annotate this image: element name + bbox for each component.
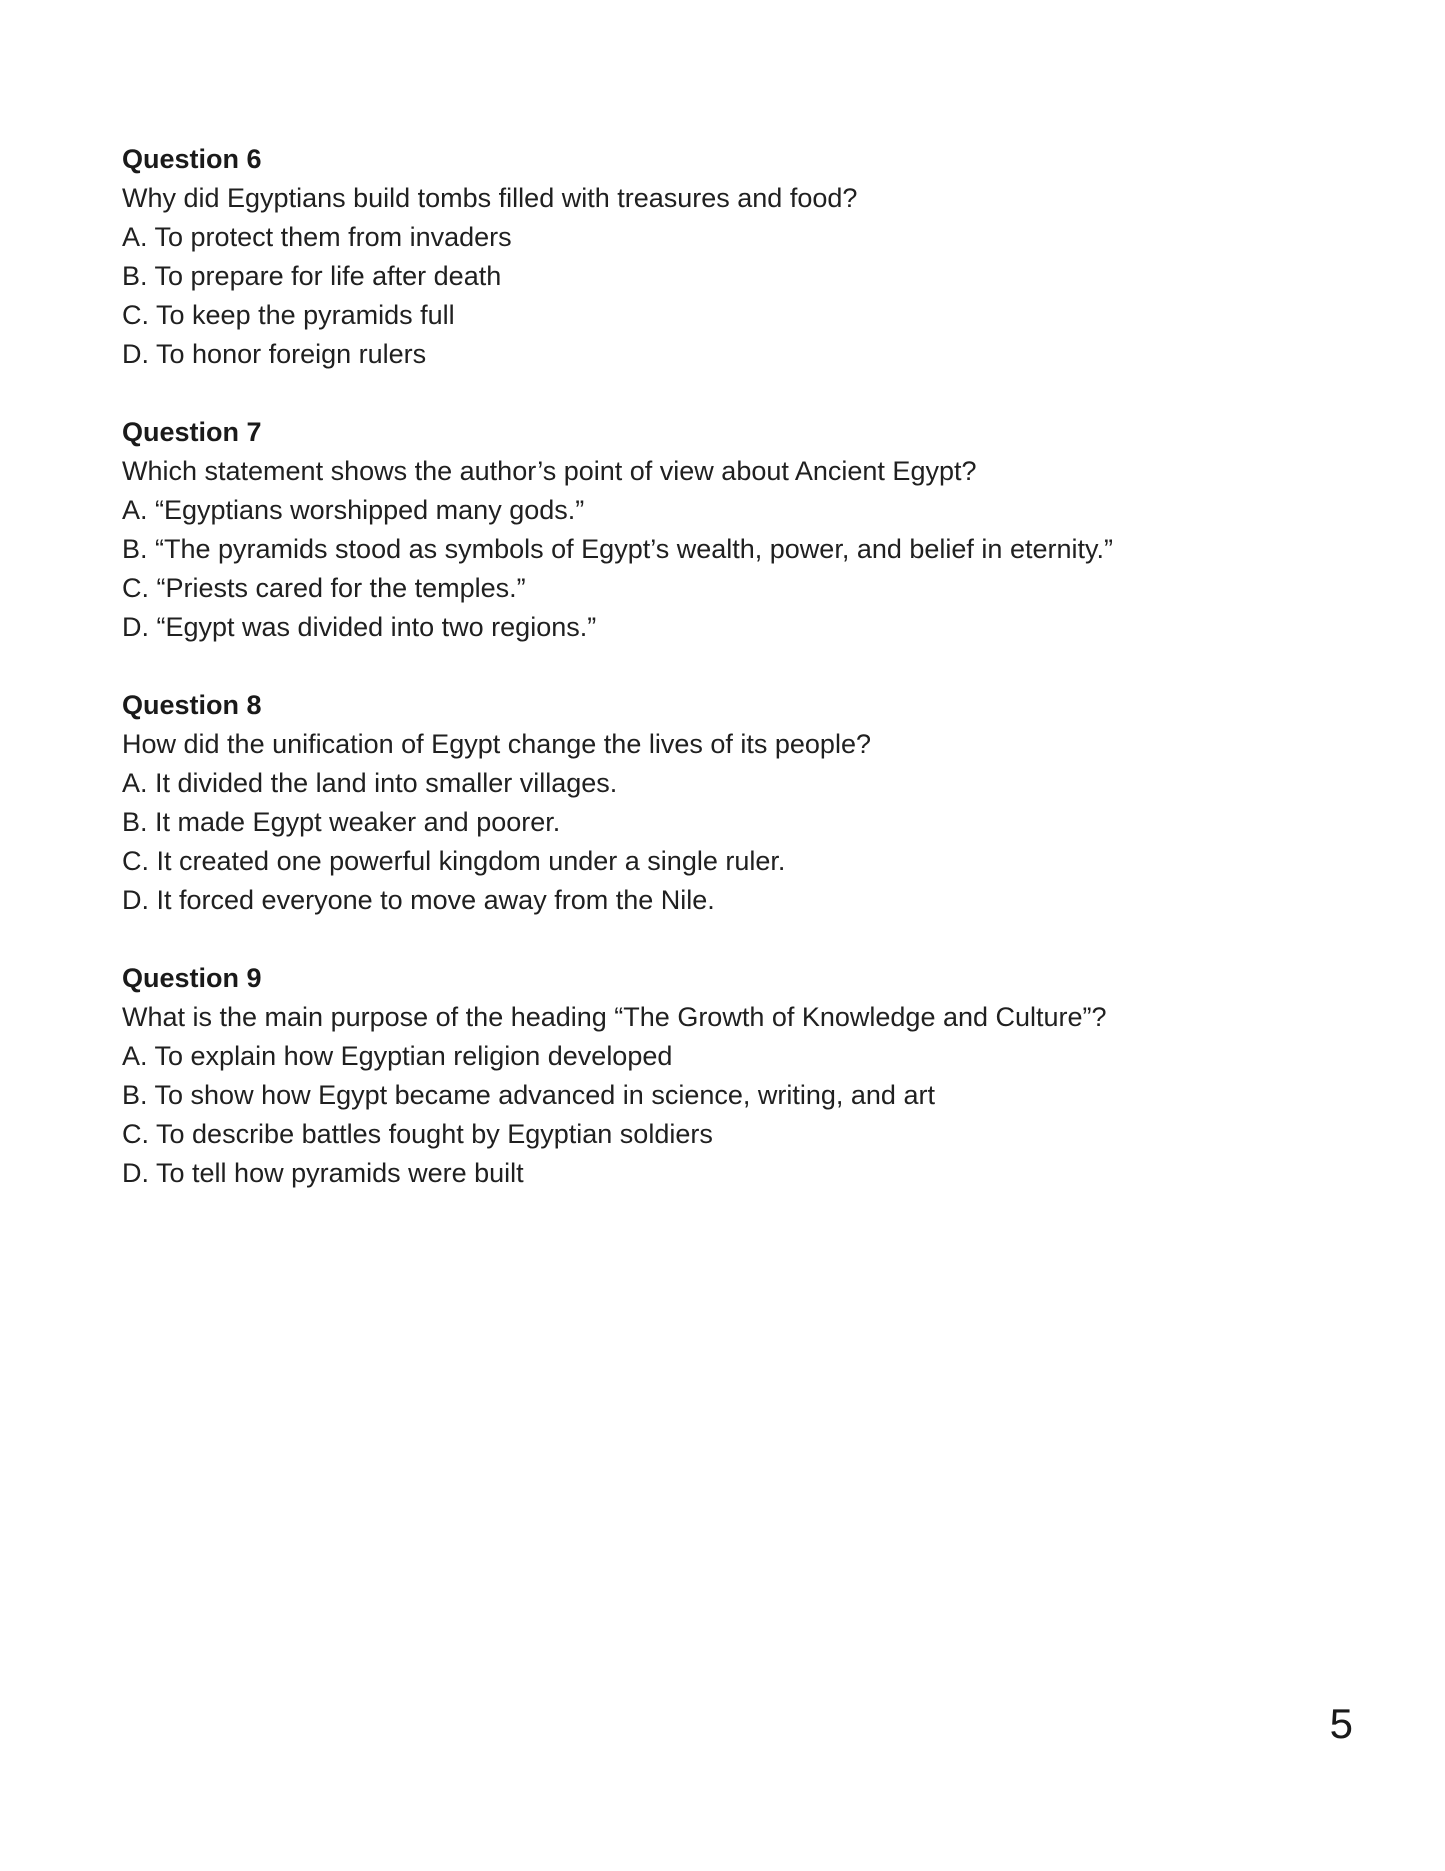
question-heading: Question 8	[122, 690, 262, 720]
question-heading: Question 9	[122, 963, 262, 993]
questions-list	[122, 140, 1345, 1232]
answer-option-b: B. To show how Egypt became advanced in science, writing, and art	[122, 1080, 935, 1110]
answer-option-c: C. To keep the pyramids full	[122, 300, 455, 330]
question-block-6	[122, 140, 1345, 374]
answer-option-a: A. “Egyptians worshipped many gods.”	[122, 495, 585, 525]
question-prompt: How did the unification of Egypt change the lives of its people?	[122, 729, 871, 759]
answer-option-b: B. It made Egypt weaker and poorer.	[122, 807, 561, 837]
answer-option-b: B. “The pyramids stood as symbols of Egypt’s wealth, power, and belief in eternity.”	[122, 534, 1113, 564]
question-prompt: Which statement shows the author’s point of view about Ancient Egypt?	[122, 456, 977, 486]
answer-option-a: A. To explain how Egyptian religion developed	[122, 1041, 673, 1071]
answer-option-b: B. To prepare for life after death	[122, 261, 502, 291]
question-prompt: What is the main purpose of the heading “The Growth of Knowledge and Culture”?	[122, 1002, 1107, 1032]
question-block-9	[122, 959, 1345, 1193]
answer-option-c: C. To describe battles fought by Egyptian soldiers	[122, 1119, 713, 1149]
answer-option-a: A. It divided the land into smaller villages.	[122, 768, 618, 798]
answer-option-a: A. To protect them from invaders	[122, 222, 512, 252]
question-heading: Question 7	[122, 417, 262, 447]
question-prompt: Why did Egyptians build tombs filled with treasures and food?	[122, 183, 858, 213]
answer-option-c: C. It created one powerful kingdom under a single ruler.	[122, 846, 786, 876]
answer-option-d: D. “Egypt was divided into two regions.”	[122, 612, 597, 642]
answer-option-d: D. To honor foreign rulers	[122, 339, 427, 369]
question-block-8	[122, 686, 1345, 920]
page-number: 5	[1329, 1700, 1353, 1747]
question-heading: Question 6	[122, 144, 262, 174]
answer-option-d: D. It forced everyone to move away from the Nile.	[122, 885, 715, 915]
answer-option-c: C. “Priests cared for the temples.”	[122, 573, 526, 603]
answer-option-d: D. To tell how pyramids were built	[122, 1158, 524, 1188]
question-block-7	[122, 413, 1345, 647]
